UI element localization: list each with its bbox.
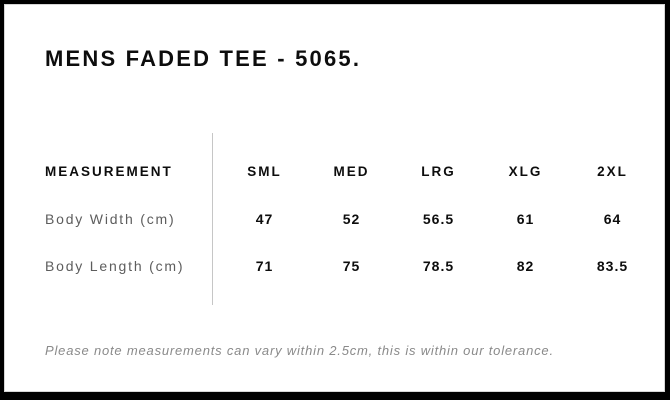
body-width-lrg-value: 56.5: [422, 210, 455, 227]
column-header-2xl: 2XL: [597, 164, 628, 179]
column-header-sml: SML: [247, 164, 282, 179]
row-label-body-length: Body Length (cm): [45, 257, 185, 274]
body-width-2xl-value: 64: [603, 210, 622, 227]
body-length-xlg-value: 82: [516, 257, 535, 274]
column-header-lrg: LRG: [421, 164, 456, 179]
column-header-xlg: XLG: [508, 164, 543, 179]
body-length-lrg-value: 78.5: [422, 257, 455, 274]
tolerance-note: Please note measurements can vary within 2.5cm, this is within our tolerance.: [45, 343, 554, 358]
size-chart-table: [45, 148, 656, 289]
body-width-xlg-value: 61: [516, 210, 535, 227]
row-label-body-width: Body Width (cm): [45, 210, 176, 227]
column-header-med: MED: [333, 164, 370, 179]
body-width-med-value: 52: [342, 210, 361, 227]
product-title: MENS FADED TEE - 5065.: [45, 46, 362, 71]
column-header-measurement: MEASUREMENT: [45, 164, 173, 179]
body-length-sml-value: 71: [255, 257, 274, 274]
body-width-sml-value: 47: [255, 210, 274, 227]
body-length-med-value: 75: [342, 257, 361, 274]
body-length-2xl-value: 83.5: [596, 257, 629, 274]
